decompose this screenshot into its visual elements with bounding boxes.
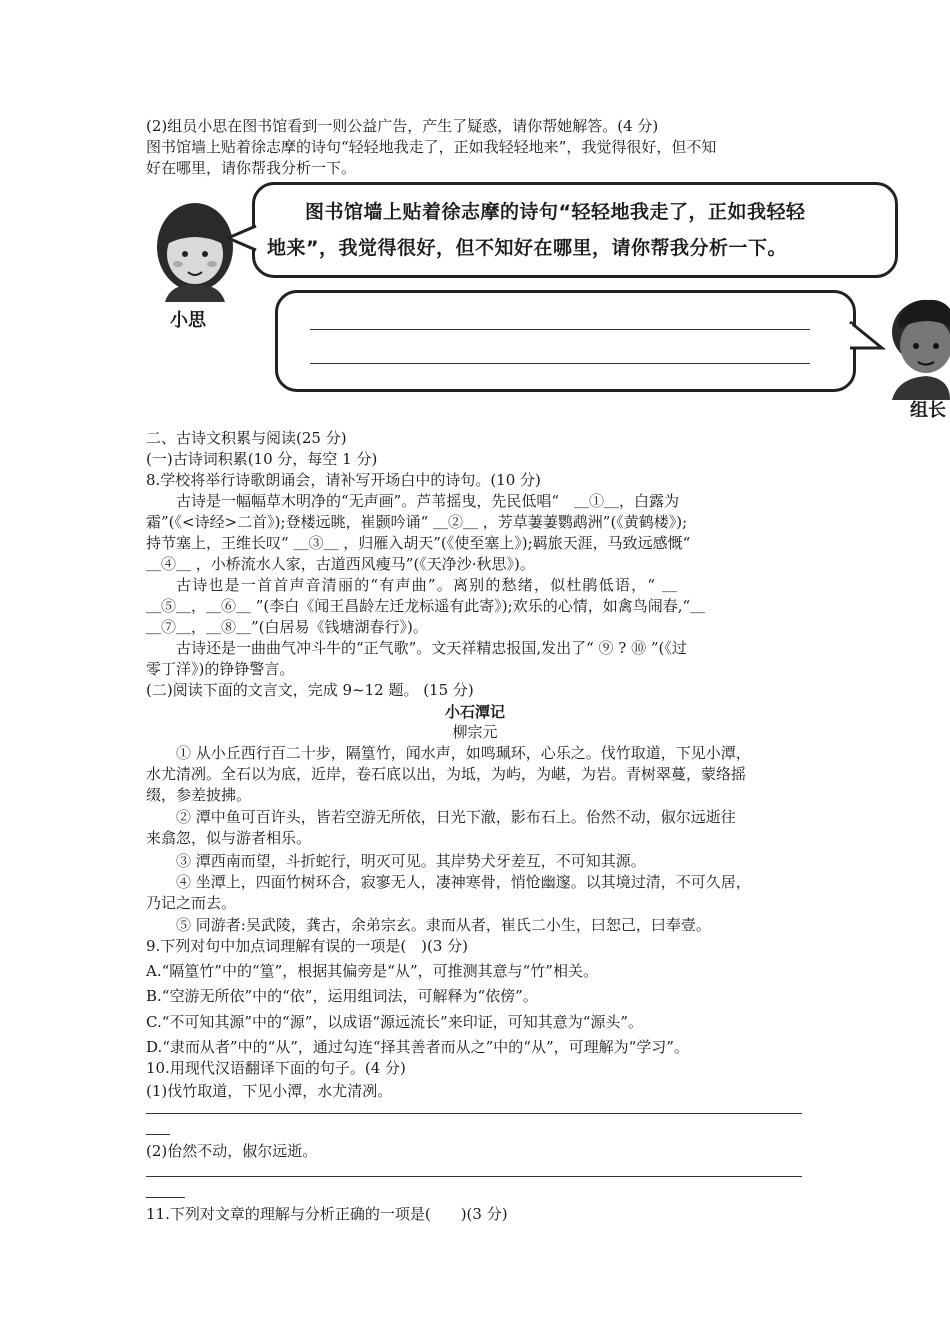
q8-para2-line1: 古诗也是一首首声音清丽的“有声曲”。离别的愁绪，似杜鹃低语，“ ＿ xyxy=(176,576,679,594)
q9-option-a[interactable]: A.“隔篁竹”中的“篁”，根据其偏旁是“从”，可推测其意与“竹”相关。 xyxy=(146,962,598,980)
question-9-stem: 9.下列对句中加点词理解有误的一项是( )(3 分) xyxy=(146,937,469,955)
q10-sentence-1: (1)伐竹取道，下见小潭，水尤清冽。 xyxy=(146,1082,393,1100)
bubble-answer-line-2[interactable] xyxy=(310,363,810,364)
text-para5: ⑤ 同游者:吴武陵，龚古，余弟宗玄。隶而从者，崔氏二小生，曰恕己，曰奉壹。 xyxy=(176,916,711,934)
section-2-sub1: (一)古诗词积累(10 分，每空 1 分) xyxy=(146,450,378,468)
q8-para1-line3: 持节塞上，王维长叹“ ＿③＿ ，归雁入胡天”(《使至塞上》);羁旅天涯，马致远感慨“ xyxy=(146,534,691,552)
text-para2-line1: ② 潭中鱼可百许头，皆若空游无所依，日光下澈，影布石上。佁然不动，俶尔远逝往 xyxy=(176,808,736,826)
boy-label: 组长 xyxy=(910,400,946,421)
q10-answer-line-1[interactable] xyxy=(146,1113,802,1114)
q8-para1-line4: ＿④＿ ，小桥流水人家，古道西风瘦马”(《天净沙·秋思》)。 xyxy=(146,555,535,573)
text-para1-line1: ① 从小丘西行百二十步，隔篁竹，闻水声，如鸣珮环，心乐之。伐竹取道，下见小潭， xyxy=(176,744,751,762)
q8-para2-line2: ＿⑤＿，＿⑥＿ ”(李白《闻王昌龄左迁龙标遥有此寄》);欢乐的心情，如禽鸟闹春,“＿ xyxy=(146,597,706,615)
bubble-line2: 地来”，我觉得很好，但不知好在哪里，请你帮我分析一下。 xyxy=(267,237,787,259)
text-author: 柳宗元 xyxy=(452,723,498,741)
q9-option-c[interactable]: C.“不可知其源”中的“源”，以成语“源远流长”来印证，可知其意为“源头”。 xyxy=(146,1013,644,1031)
girl-bubble-tail-icon xyxy=(226,224,258,254)
q7-2-prompt: (2)组员小思在图书馆看到一则公益广告，产生了疑惑，请你帮她解答。(4 分) xyxy=(146,117,659,135)
boy-avatar-icon xyxy=(878,290,950,400)
question-10-stem: 10.用现代汉语翻译下面的句子。(4 分) xyxy=(146,1059,406,1077)
q8-para1-line1: 古诗是一幅幅草木明净的“无声画”。芦苇摇曳，先民低唱“ ＿①＿，白露为 xyxy=(176,492,680,510)
q8-para2-line3: ＿⑦＿，＿⑧＿”(白居易《钱塘湖春行》)。 xyxy=(146,618,428,636)
text-title: 小石潭记 xyxy=(444,703,505,721)
q10-answer-line-2[interactable] xyxy=(146,1176,802,1177)
q10-answer-line-2-end[interactable] xyxy=(146,1197,185,1198)
q8-para3-line1: 古诗还是一曲曲气冲斗牛的“正气歌”。文天祥精忠报国,发出了“ ⑨ ? ⑩ ”(《过 xyxy=(176,639,687,657)
question-11-stem: 11.下列对文章的理解与分析正确的一项是( )(3 分) xyxy=(146,1205,508,1223)
q10-sentence-2: (2)佁然不动，俶尔远逝。 xyxy=(146,1142,318,1160)
q9-option-d[interactable]: D.“隶而从者”中的“从”，通过勾连“择其善者而从之”中的“从”，可理解为“学习”。 xyxy=(146,1038,689,1056)
answer-speech-bubble xyxy=(275,290,856,392)
text-para2-line2: 来翕忽，似与游者相乐。 xyxy=(146,829,312,847)
q8-para3-line2: 零丁洋》)的铮铮警言。 xyxy=(146,660,295,678)
bubble-line1: 图书馆墙上贴着徐志摩的诗句“轻轻地我走了，正如我轻轻 xyxy=(305,201,806,223)
q9-option-b[interactable]: B.“空游无所依”中的“依”，运用组词法，可解释为“依傍”。 xyxy=(146,987,538,1005)
q7-2-line3: 好在哪里，请你帮我分析一下。 xyxy=(146,159,357,177)
section-2-sub2: (二)阅读下面的文言文，完成 9~12 题。 (15 分) xyxy=(146,681,474,699)
section-2-title: 二、古诗文积累与阅读(25 分) xyxy=(146,429,347,447)
girl-label: 小思 xyxy=(170,310,206,331)
q7-2-line2: 图书馆墙上贴着徐志摩的诗句“轻轻地我走了，正如我轻轻地来”，我觉得很好，但不知 xyxy=(146,138,717,156)
text-para3: ③ 潭西南而望，斗折蛇行，明灭可见。其岸势犬牙差互，不可知其源。 xyxy=(176,852,646,870)
q10-answer-line-1-end[interactable] xyxy=(146,1134,170,1135)
text-para1-line3: 缀，参差披拂。 xyxy=(146,786,252,804)
text-para4-line1: ④ 坐潭上，四面竹树环合，寂寥无人，凄神寒骨，悄怆幽邃。以其境过清，不可久居， xyxy=(176,873,751,891)
q8-para1-line2: 霜”(《<诗经>二首》);登楼远眺，崔颢吟诵“ ＿②＿ ，芳草萋萋鹦鹉洲”(《黄鹤楼》); xyxy=(146,513,688,531)
text-para1-line2: 水尤清冽。全石以为底，近岸，卷石底以出，为坻，为屿，为嵁，为岩。青树翠蔓，蒙络摇 xyxy=(146,765,747,783)
text-para4-line2: 乃记之而去。 xyxy=(146,894,237,912)
bubble-answer-line-1[interactable] xyxy=(310,329,810,330)
question-8-stem: 8.学校将举行诗歌朗诵会，请补写开场白中的诗句。(10 分) xyxy=(146,471,541,489)
girl-speech-bubble xyxy=(252,182,898,278)
